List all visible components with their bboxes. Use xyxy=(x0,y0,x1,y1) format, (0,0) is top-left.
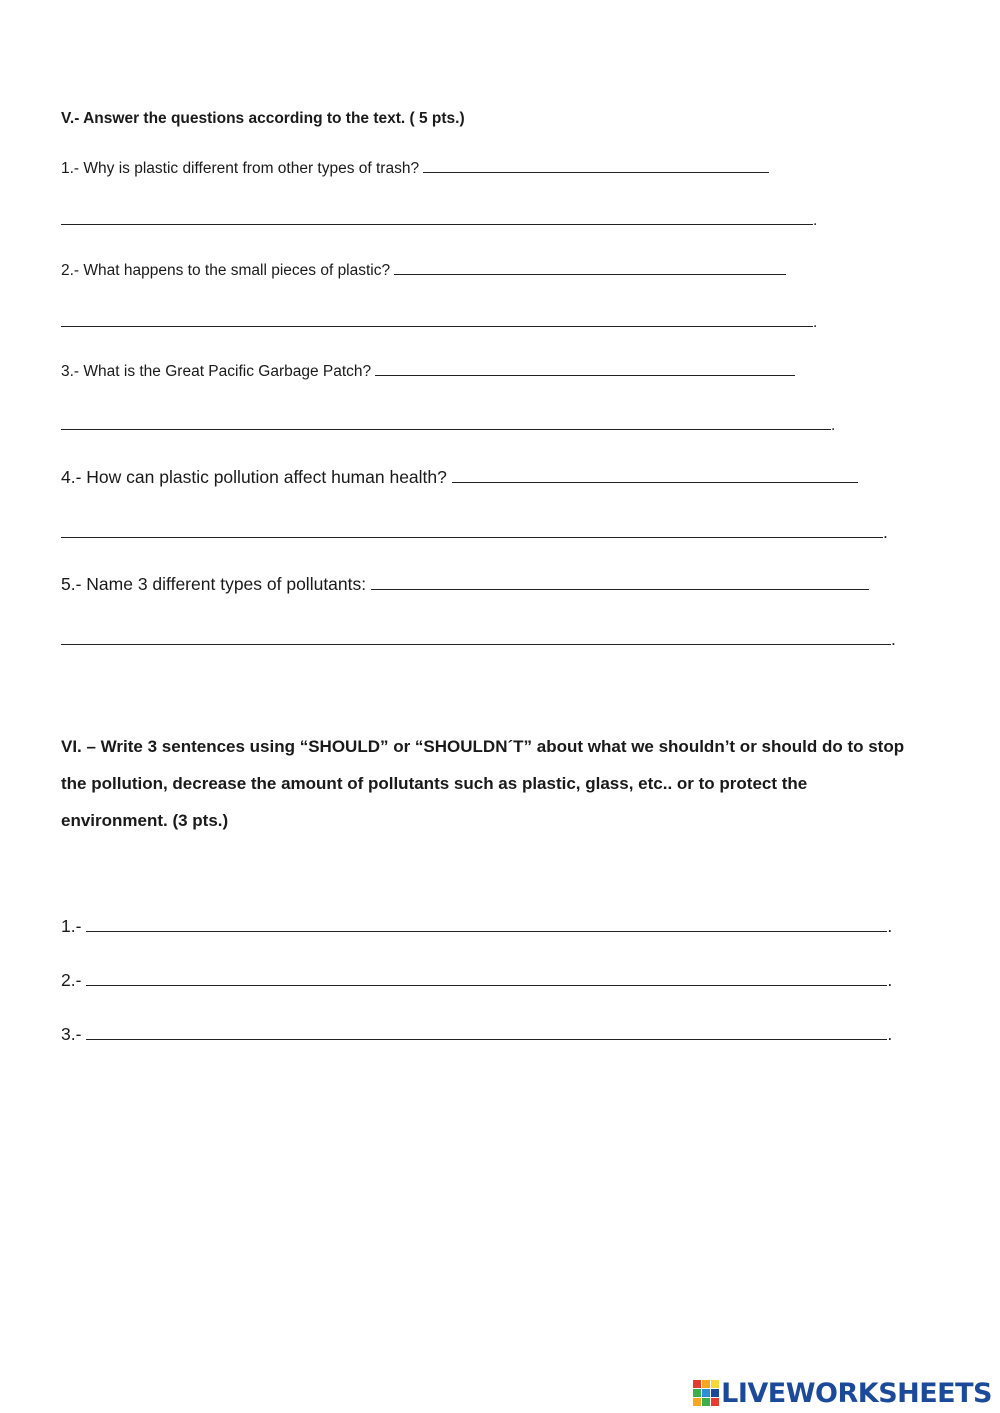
logo-text: LIVEWORKSHEETS xyxy=(721,1377,992,1409)
answer-4-line-a[interactable] xyxy=(452,481,858,483)
question-5 xyxy=(61,574,869,595)
end-mark: . xyxy=(891,629,896,649)
sentence-2-line[interactable] xyxy=(86,984,887,986)
section-6-title xyxy=(61,728,941,839)
answer-3-line-b[interactable] xyxy=(61,428,831,430)
answer-2-line-b-row xyxy=(61,314,817,332)
answer-3-line-b-row xyxy=(61,417,835,435)
section-6-title-line-1: VI. – Write 3 sentences using “SHOULD” or “SHOULDN´T” about what we shouldn’t or should do to stop xyxy=(61,737,905,756)
answer-2-line-b[interactable] xyxy=(61,325,813,327)
question-2 xyxy=(61,262,786,280)
question-1 xyxy=(61,160,769,178)
question-3-text: 3.- What is the Great Pacific Garbage Patch? xyxy=(61,363,372,380)
question-1-text: 1.- Why is plastic different from other types of trash? xyxy=(61,160,420,177)
answer-5-line-a[interactable] xyxy=(371,588,869,590)
end-mark: . xyxy=(887,1024,893,1044)
end-mark: . xyxy=(887,970,893,990)
answer-3-line-a[interactable] xyxy=(375,374,795,376)
logo-grid-icon xyxy=(693,1380,719,1406)
question-2-text: 2.- What happens to the small pieces of plastic? xyxy=(61,262,391,279)
section-6-title-line-2: the pollution, decrease the amount of pollutants such as plastic, glass, etc.. or to protect the xyxy=(61,774,808,793)
question-5-text: 5.- Name 3 different types of pollutants: xyxy=(61,574,367,594)
end-mark: . xyxy=(831,417,836,434)
question-4 xyxy=(61,467,858,488)
end-mark: . xyxy=(887,916,893,936)
question-3 xyxy=(61,363,795,381)
answer-5-line-b-row xyxy=(61,629,896,650)
question-4-text: 4.- How can plastic pollution affect human health? xyxy=(61,467,447,487)
answer-4-line-b-row xyxy=(61,522,888,543)
sentence-3-label: 3.- xyxy=(61,1024,82,1044)
end-mark: . xyxy=(813,212,818,229)
sentence-2-label: 2.- xyxy=(61,970,82,990)
sentence-1-line[interactable] xyxy=(86,930,887,932)
answer-4-line-b[interactable] xyxy=(61,536,883,538)
sentence-1 xyxy=(61,916,892,937)
liveworksheets-logo xyxy=(693,1378,992,1408)
section-6-title-line-3: environment. (3 pts.) xyxy=(61,811,229,830)
sentence-3-line[interactable] xyxy=(86,1038,887,1040)
end-mark: . xyxy=(883,522,888,542)
sentence-3 xyxy=(61,1024,892,1045)
answer-5-line-b[interactable] xyxy=(61,643,891,645)
answer-2-line-a[interactable] xyxy=(394,273,786,275)
answer-1-line-b-row xyxy=(61,212,817,230)
sentence-1-label: 1.- xyxy=(61,916,82,936)
answer-1-line-b[interactable] xyxy=(61,223,813,225)
end-mark: . xyxy=(813,314,818,331)
answer-1-line-a[interactable] xyxy=(423,171,769,173)
section-5-title: V.- Answer the questions according to the text. ( 5 pts.) xyxy=(61,110,465,127)
sentence-2 xyxy=(61,970,892,991)
